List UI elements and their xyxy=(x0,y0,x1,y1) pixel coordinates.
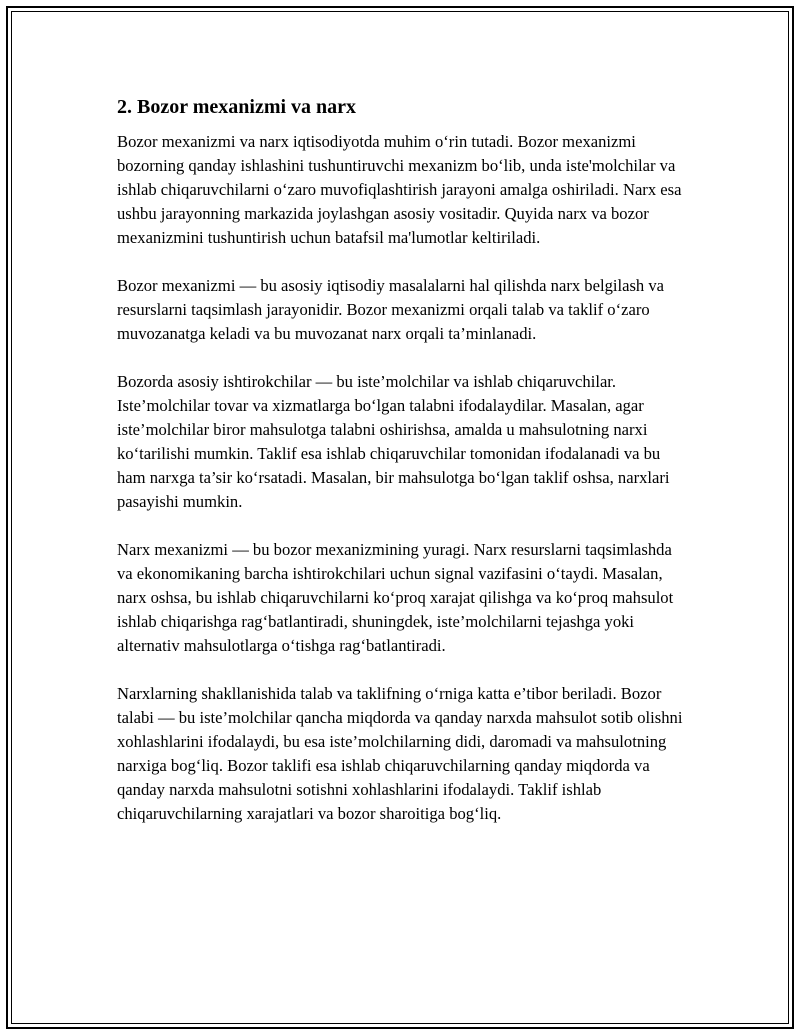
section-heading: 2. Bozor mexanizmi va narx xyxy=(117,96,357,118)
document-body xyxy=(117,94,689,850)
paragraph-price-mechanism: Narx mexanizmi — bu bozor mexanizmining yuragi. Narx resurslarni taqsimlashda va ekonomikaning barcha ishtirokchilari uchun signal vazifasini o‘taydi. Masalan, narx oshsa, bu ishlab chiqaruvchilarni ko‘proq xarajat qilishga va ko‘proq mahsulot ishlab chiqarishga rag‘batlantiradi, shuningdek, iste’molchilarni tejashga yoki alternativ mahsulotlarga o‘tishga rag‘batlantiradi. xyxy=(117,540,674,655)
paragraph-intro: Bozor mexanizmi va narx iqtisodiyotda muhim o‘rin tutadi. Bozor mexanizmi bozorning qanday ishlashini tushuntiruvchi mexanizm bo‘lib, unda iste'molchilar va ishlab chiqaruvchilarni o‘zaro muvofiqlashtirish jarayoni amalga oshiriladi. Narx esa ushbu jarayonning markazida joylashgan asosiy vositadir. Quyida narx va bozor mexanizmini tushuntirish uchun batafsil ma'lumotlar keltiriladi. xyxy=(117,132,682,247)
paragraph-participants: Bozorda asosiy ishtirokchilar — bu iste’molchilar va ishlab chiqaruvchilar. Iste’molchilar tovar va xizmatlarga bo‘lgan talabni ifodalaydilar. Masalan, agar iste’molchilar biror mahsulotga talabni oshirishsa, amalda u mahsulotning narxi ko‘tarilishi mumkin. Taklif esa ishlab chiqaruvchilar tomonidan ifodalanadi va bu ham narxga ta’sir ko‘rsatadi. Masalan, bir mahsulotga bo‘lgan taklif oshsa, narxlari pasayishi mumkin. xyxy=(117,372,670,511)
paragraph-supply-demand: Narxlarning shakllanishida talab va taklifning o‘rniga katta e’tibor beriladi. Bozor talabi — bu iste’molchilar qancha miqdorda va qanday narxda mahsulot sotib olishni xohlashlarini ifodalaydi, bu esa iste’molchilarning didi, daromadi va mahsulotning narxiga bog‘liq. Bozor taklifi esa ishlab chiqaruvchilarning qanday miqdorda va qanday narxda mahsulotni sotishni xohlashlarini ifodalaydi. Taklif ishlab chiqaruvchilarning xarajatlari va bozor sharoitiga bog‘liq. xyxy=(117,684,683,823)
paragraph-market-mechanism: Bozor mexanizmi — bu asosiy iqtisodiy masalalarni hal qilishda narx belgilash va resurslarni taqsimlash jarayonidir. Bozor mexanizmi orqali talab va taklif o‘zaro muvozanatga keladi va bu muvozanat narx orqali ta’minlanadi. xyxy=(117,276,665,343)
